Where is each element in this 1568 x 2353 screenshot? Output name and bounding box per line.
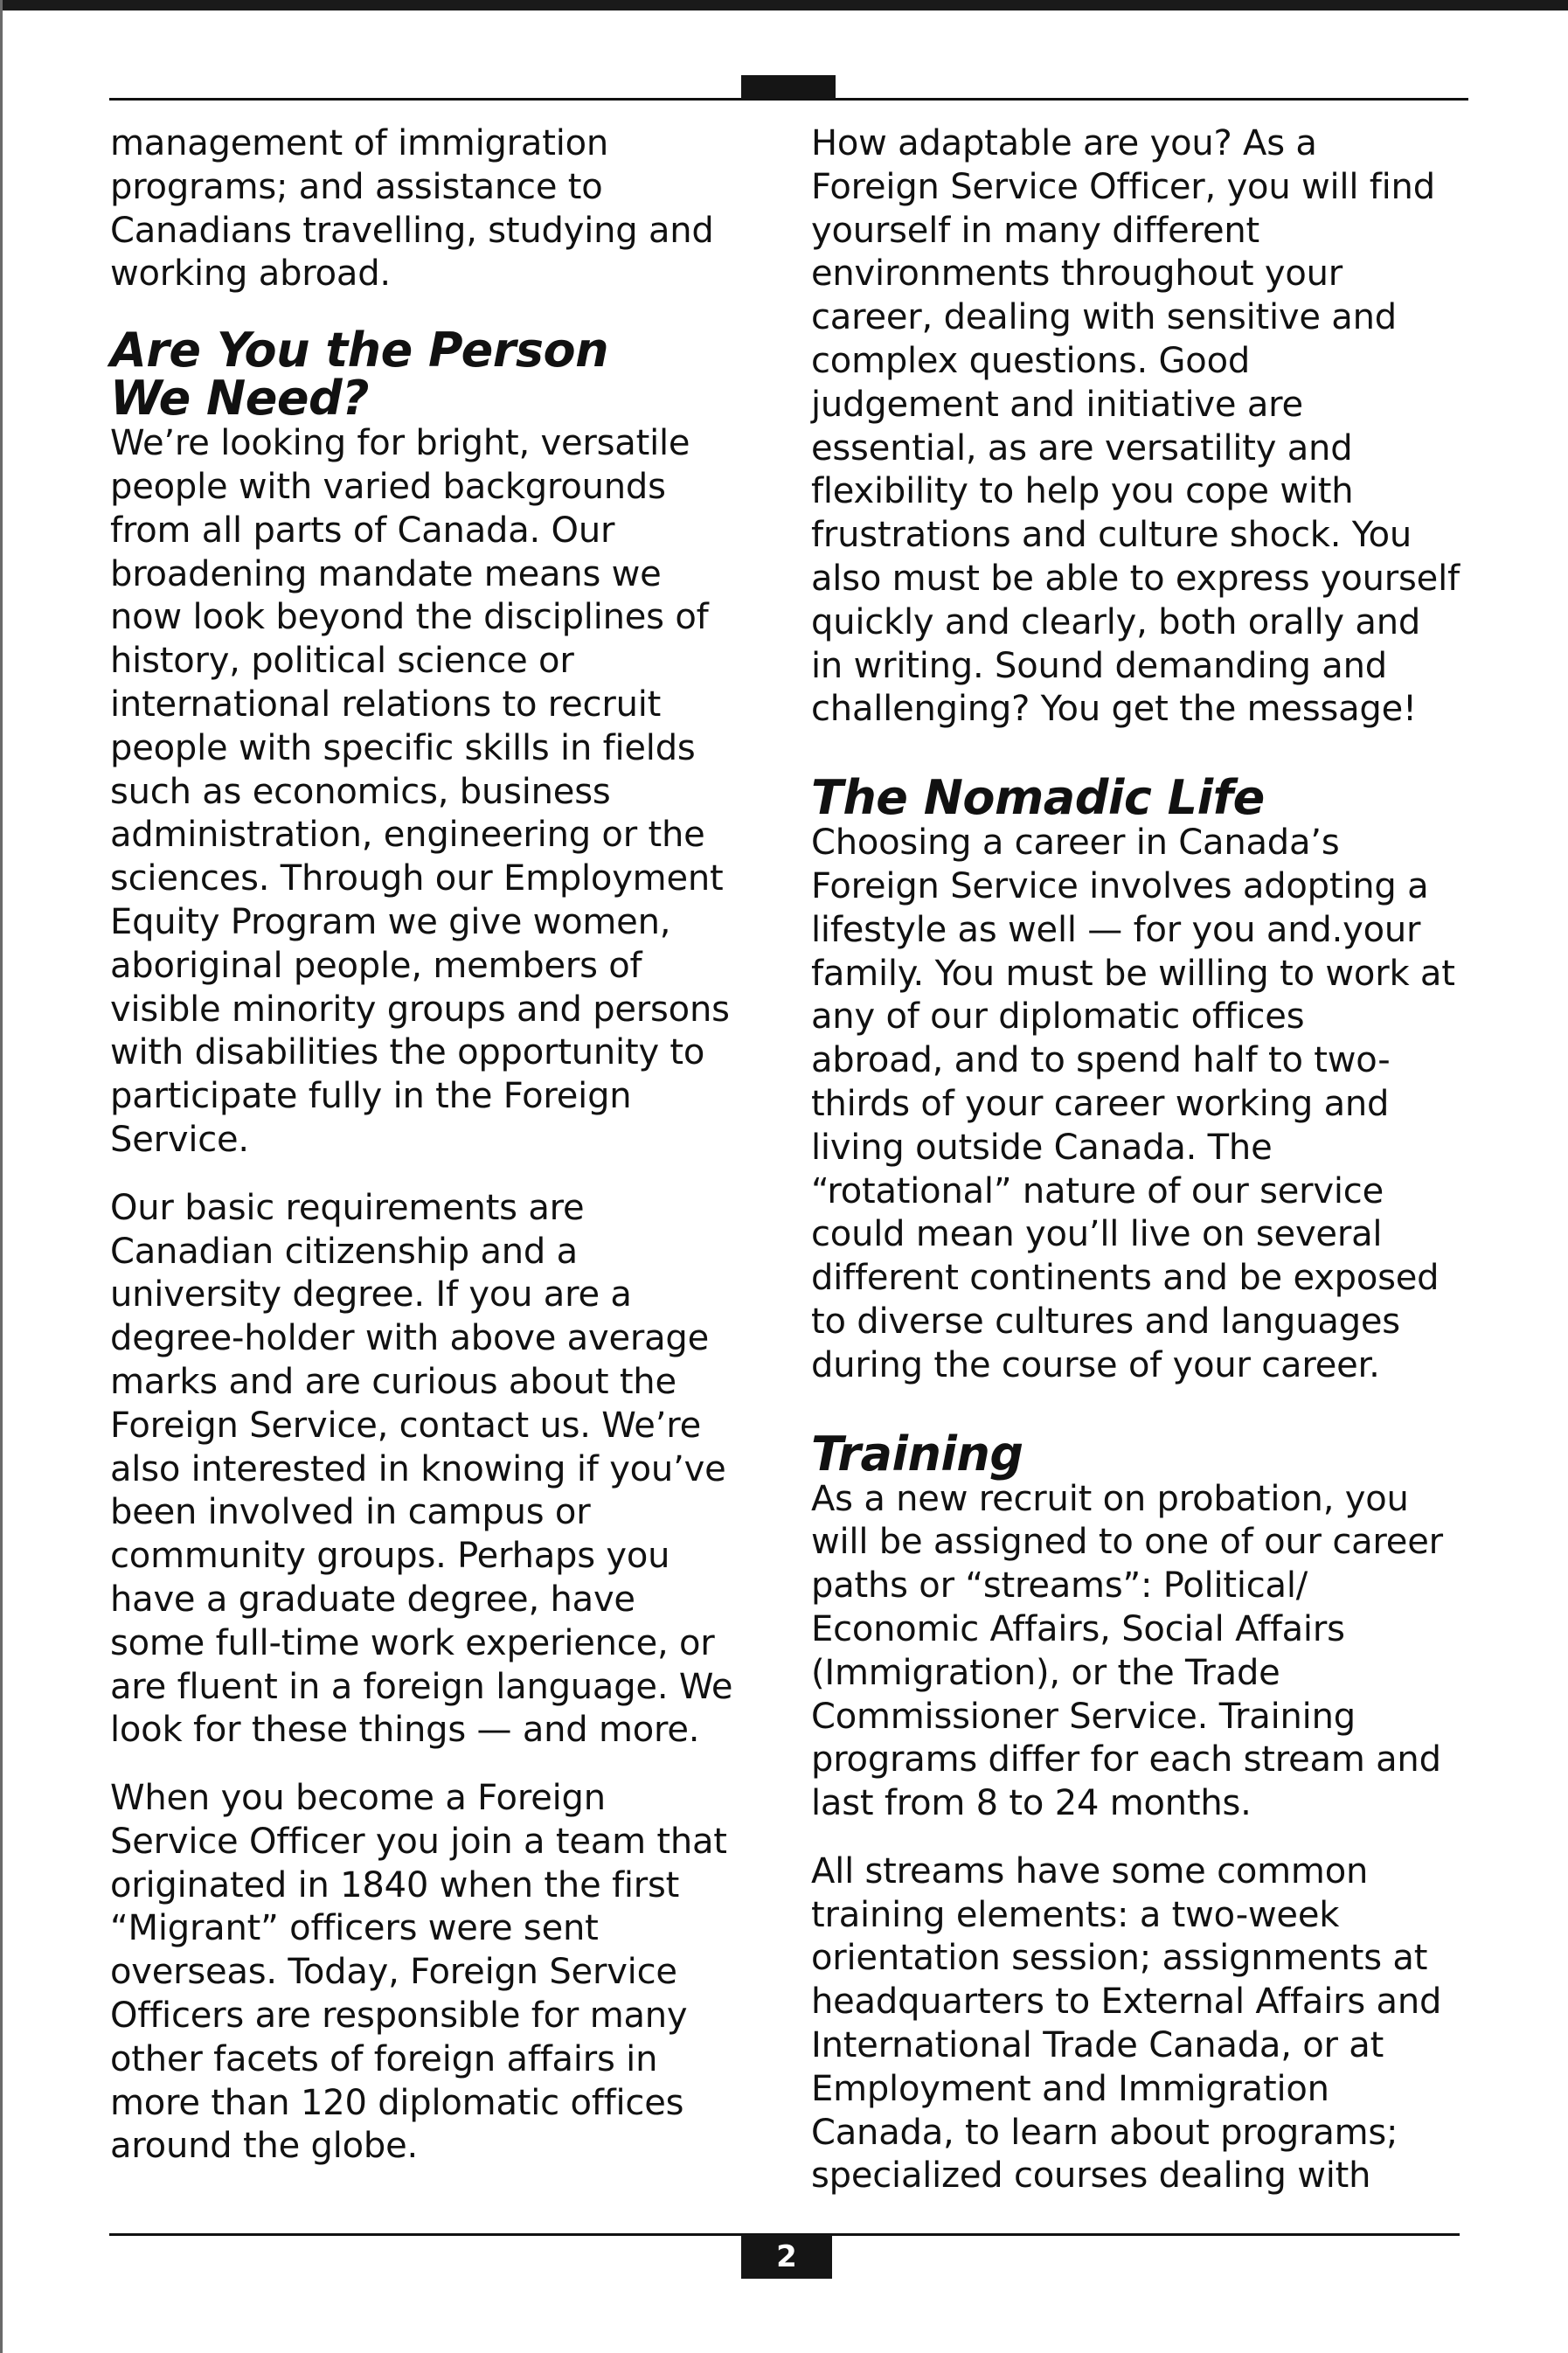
page-number: 2 [776,2239,797,2274]
right-paragraph-training: As a new recruit on probation, you will be assigned to one of our career paths or “streams”: Political/ Economic Affairs, Social Affairs (Immigration), or the Trade Commissioner Service. Training programs differ for each stream and last from 8 to 24 months. [811,1478,1443,1824]
scan-edge-top [0,0,1568,10]
right-column [811,122,1471,2198]
right-paragraph-streams: All streams have some common training elements: a two-week orientation session; assignments at headquarters to External Affairs and International Trade Canada, or at Employment and Immigration Canada, to learn about programs; specialized courses dealing with [811,1850,1442,2197]
page-number-badge [741,2235,832,2279]
left-column [110,122,757,2169]
scan-edge-left [0,0,3,2353]
heading-training: Training [811,1426,1023,1482]
heading-nomadic-life: The Nomadic Life [811,770,1265,826]
right-paragraph-adaptable: How adaptable are you? As a Foreign Service Officer, you will find yourself in many different environments throughout your career, dealing with sensitive and complex questions. Good judgement and initiative are essential, as are versatility and flexibility to help you cope with frustrations and culture shock. You also must be able to express yourself quickly and clearly, both orally and in writing. Sound demanding and challenging? You get the message! [811,123,1460,730]
right-paragraph-nomadic: Choosing a career in Canada’s Foreign Service involves adopting a lifestyle as well — for you and.your family. You must be willing to work at any of our diplomatic offices abroad, and to spend half to two- thirds of your career working and living outside Canada. The “rotational” nature of our service could mean you’ll live on several different continents and be exposed to diverse cultures and languages during the course of your career. [811,823,1455,1385]
heading-are-you-the-person: Are You the Person We Need? [110,323,609,427]
left-paragraph-continuation: management of immigration programs; and assistance to Canadians travelling, studying and working abroad. [110,123,714,295]
header-marker [741,75,836,100]
left-paragraph-requirements: Our basic requirements are Canadian citizenship and a university degree. If you are a degree-holder with above average marks and are curious about the Foreign Service, contact us. We’re also interested in knowing if you’ve been involved in campus or community groups. Perhaps you have a graduate degree, have some full-time work experience, or are fluent in a foreign language. We look for these things — and more. [110,1187,733,1751]
left-paragraph-team-history: When you become a Foreign Service Officer you join a team that originated in 1840 when the first “Migrant” officers were sent overseas. Today, Foreign Service Officers are responsible for many other facets of foreign affairs in more than 120 diplomatic offices around the globe. [110,1778,727,2167]
left-paragraph-looking-for: We’re looking for bright, versatile people with varied backgrounds from all parts of Canada. Our broadening mandate means we now look beyond the disciplines of history, political science or international relations to recruit people with specific skills in fields such as economics, business administration, engineering or the sciences. Through our Employment Equity Program we give women, aboriginal people, members of visible minority groups and persons with disabilities the opportunity to participate fully in the Foreign Service. [110,423,730,1160]
